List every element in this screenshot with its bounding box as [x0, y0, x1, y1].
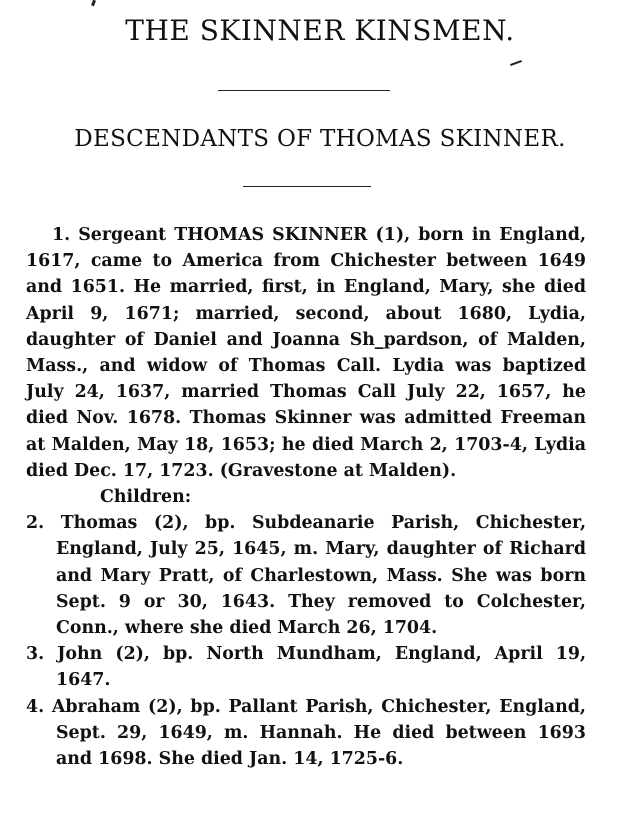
divider-rule	[218, 90, 390, 91]
children-heading: Children:	[100, 487, 192, 508]
genealogy-entry	[26, 222, 586, 772]
ink-speck	[510, 60, 522, 66]
ink-speck	[91, 0, 96, 6]
divider-rule	[243, 186, 371, 187]
child-entry: 2. Thomas (2), bp. Subdeanarie Parish, Chichester, England, July 25, 1645, m. Mary, daughter of Richard and Mary Pratt, of Charlestown, Mass. She was born Sept. 9 or 30, 1643. They removed to Colchester, Conn., where she died March 26, 1704.	[26, 513, 586, 639]
running-header: THE SKINNER KINSMEN.	[125, 14, 515, 47]
child-entry: 4. Abraham (2), bp. Pallant Parish, Chichester, England, Sept. 29, 1649, m. Hannah. He died between 1693 and 1698. She died Jan. 14, 1725-6.	[26, 696, 586, 770]
entry-paragraph: 1. Sergeant THOMAS SKINNER (1), born in England, 1617, came to America from Chichester between 1649 and 1651. He married, first, in England, Mary, she died April 9, 1671; married, second, about 1680, Lydia, daughter of Daniel and Joanna Sh_pardson, of Malden, Mass., and widow of Thomas Call. Lydia was baptized July 24, 1637, married Thomas Call July 22, 1657, he died Nov. 1678. Thomas Skinner was admitted Freeman at Malden, May 18, 1653; he died March 2, 1703-4, Lydia died Dec. 17, 1723. (Gravestone at Malden).	[26, 225, 586, 481]
section-title: DESCENDANTS OF THOMAS SKINNER.	[74, 126, 566, 152]
child-entry: 3. John (2), bp. North Mundham, England, April 19, 1647.	[26, 644, 586, 691]
